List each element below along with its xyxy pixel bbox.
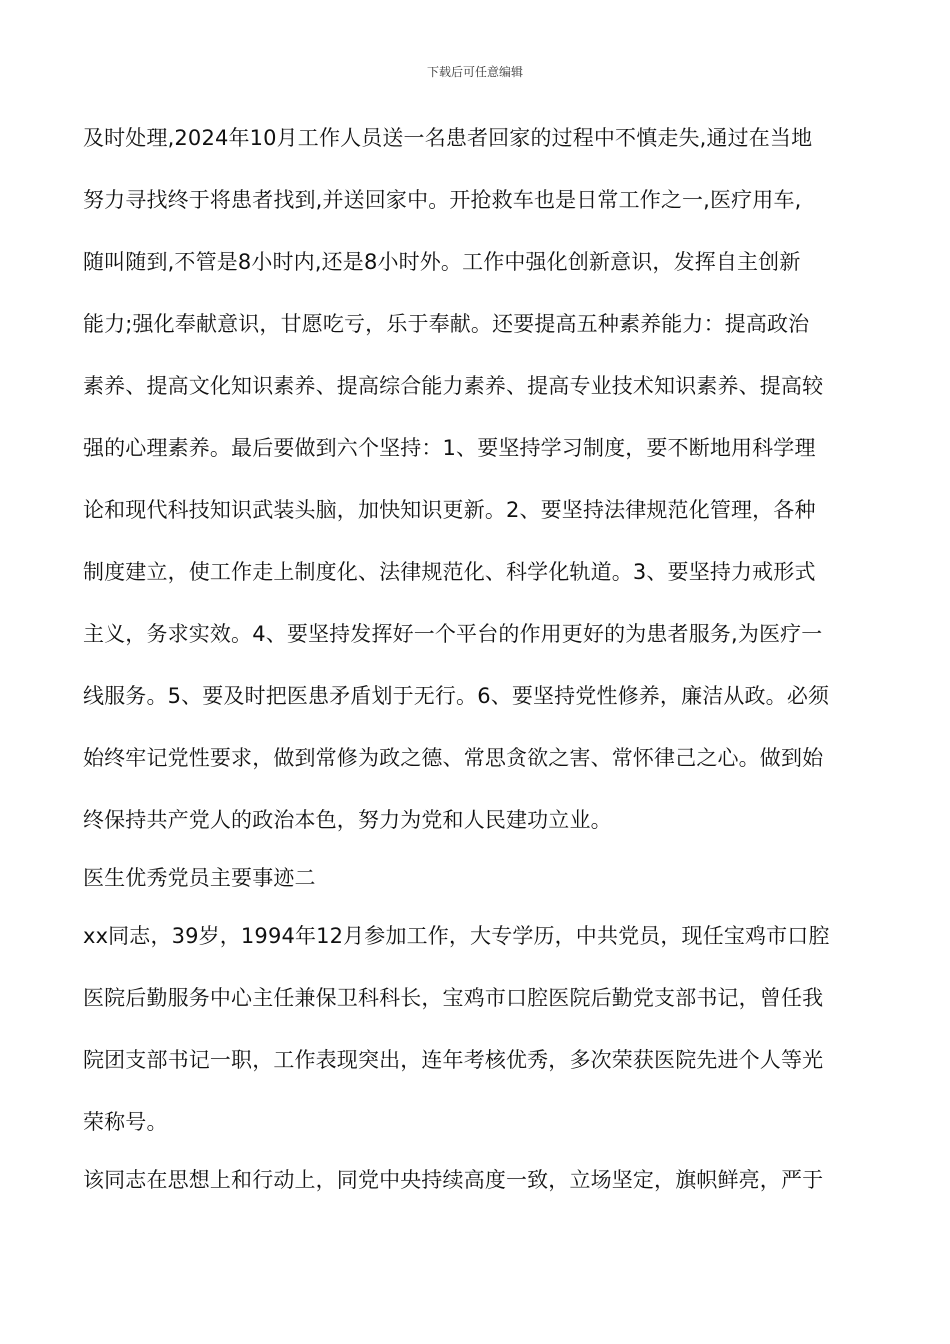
text-line: 及时处理,2024年10月工作人员送一名患者回家的过程中不慎走失,通过在当地 [83,126,813,150]
page-header-note: 下载后可任意编辑 [426,65,523,79]
text-line: 随叫随到,不管是8小时内,还是8小时外。工作中强化创新意识，发挥自主创新 [83,250,801,274]
text-line: 荣称号。 [83,1110,168,1134]
text-line: 医院后勤服务中心主任兼保卫科科长，宝鸡市口腔医院后勤党支部书记，曾任我 [83,986,824,1010]
text-line: 终保持共产党人的政治本色，努力为党和人民建功立业。 [83,808,612,832]
document-body [83,115,873,1219]
text-line: 该同志在思想上和行动上，同党中央持续高度一致，立场坚定，旗帜鲜亮，严于 [83,1168,824,1192]
text-line: 院团支部书记一职，工作表现突出，连年考核优秀，多次荣获医院先进个人等光 [83,1048,824,1072]
text-line: 线服务。5、要及时把医患矛盾划于无行。6、要坚持党性修养，廉洁从政。必须 [83,684,830,708]
text-line: 能力;强化奉献意识，甘愿吃亏，乐于奉献。还要提高五种素养能力：提高政治 [83,312,810,336]
text-line: 强的心理素养。最后要做到六个坚持：1、要坚持学习制度，要不断地用科学理 [83,436,816,460]
text-line: 论和现代科技知识武装头脑，加快知识更新。2、要坚持法律规范化管理，各种 [83,498,816,522]
text-line: 努力寻找终于将患者找到,并送回家中。开抢救车也是日常工作之一,医疗用车, [83,188,802,212]
section-heading: 医生优秀党员主要事迹二 [83,866,316,890]
text-line: 主义，务求实效。4、要坚持发挥好一个平台的作用更好的为患者服务,为医疗一 [83,622,823,646]
text-line: 素养、提高文化知识素养、提高综合能力素养、提高专业技术知识素养、提高较 [83,374,824,398]
text-line: xx同志，39岁，1994年12月参加工作，大专学历，中共党员，现任宝鸡市口腔 [83,924,830,948]
text-line: 始终牢记党性要求，做到常修为政之德、常思贪欲之害、常怀律己之心。做到始 [83,746,824,770]
text-line: 制度建立，使工作走上制度化、法律规范化、科学化轨道。3、要坚持力戒形式 [83,560,816,584]
